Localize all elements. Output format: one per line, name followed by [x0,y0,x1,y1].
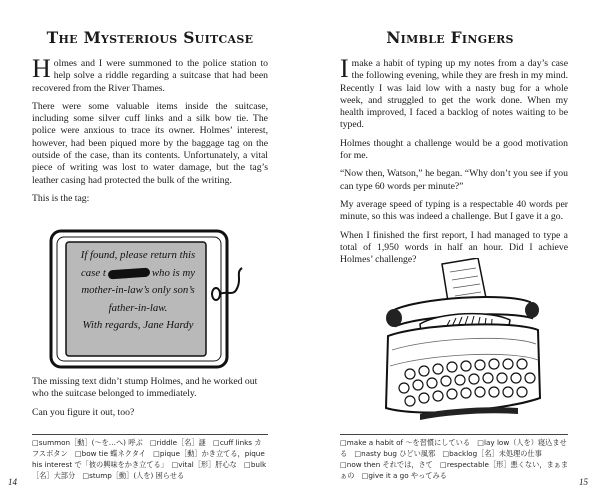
right-paragraph-4: My average speed of typing is a respectable 40 words per minute, so this was indeed a challenge. But I gave it a go. [340,198,568,223]
left-page-title: The Mysterious Suitcase [46,28,254,47]
right-page-number: 15 [579,477,588,487]
left-page-number: 14 [8,477,17,487]
typewriter-illustration [380,258,544,430]
left-paragraph-5: Can you figure it out, too? [32,406,135,418]
right-paragraph-2: Holmes thought a challenge would be a good motivation for me. [340,137,568,162]
tag-line-5: With regards, Jane Hardy [82,319,194,331]
left-drop-cap: H [32,54,51,83]
right-paragraph-5: When I finished the first report, I had managed to type a total of 1,950 words in half an hour. Did I achieve Holmes’ challenge? [340,229,568,266]
tag-line-3: mother-in-law’s only son’s [81,284,195,296]
left-paragraph-4: The missing text didn’t stump Holmes, and he worked out who the suitcase belonged to immediately. [32,376,258,400]
tag-line-2: case t who is my [80,266,196,279]
right-paragraph-3: “Now then, Watson,” he began. “Why don’t you see if you can type 60 words per minute?” [340,168,568,192]
left-paragraph-3: This is the tag: [32,192,90,204]
left-paragraph-1 [32,54,268,95]
tag-line-4: father-in-law. [108,301,168,314]
baggage-tag-text [75,247,201,351]
left-glossary: □summon［動］(～を…へ) 呼ぶ □riddle［名］謎 □cuff links カフスボタン □bow tie 蝶ネクタイ □pique［動］かき立てる，pique his interest で「彼の興味をかき立てる」 □vital［形］肝心な □bulk［名］大部分 □stump［動］(人を) 困らせる [32,438,267,480]
right-glossary-rule [340,434,568,435]
typewriter-drawing [380,258,544,430]
right-paragraph-1 [340,54,568,132]
left-paragraph-2: There were some valuable items inside the suitcase, including some silver cuff links and a silk bow tie. The police were anxious to trace its owner. Holmes’ interest, however, had been piqued more by the baggage tag on the outside of the case, than its contents. Unfortunately, a vital piece of writing was lost to water damage, but the tag’s leather casing had protected the bulk of the writing. [32,100,268,186]
right-page-title: Nimble Fingers [386,28,514,47]
tag-line-1: If found, please return this [80,249,196,261]
left-glossary-rule [32,434,268,435]
right-drop-cap: I [340,54,349,83]
left-body-text [32,54,268,211]
left-after-tag-text [32,376,268,425]
right-glossary: □make a habit of ～を習慣にしている □lay low（人を）寝込ませる □nasty bug ひどい風邪 □backlog［名］未処理の仕事 □now then それでは，さて □respectable［形］悪くない，まぁまぁの □give it a go やってみる [340,438,569,480]
baggage-tag-illustration [48,228,244,370]
left-paragraph-1-text: olmes and I were summoned to the police station to help solve a riddle regarding a suitcase that had been recovered from the River Thames. [32,58,268,94]
water-damage-smudge [108,267,151,279]
right-body-text [340,54,568,272]
right-paragraph-1-text: make a habit of typing up my notes from a day’s case the following evening, while they are fresh in my mind. Recently I was laid low with a nasty bug for a whole week, and struggled to get the work done. When my health improved, I faced a backlog of notes waiting to be typed. [340,58,568,131]
